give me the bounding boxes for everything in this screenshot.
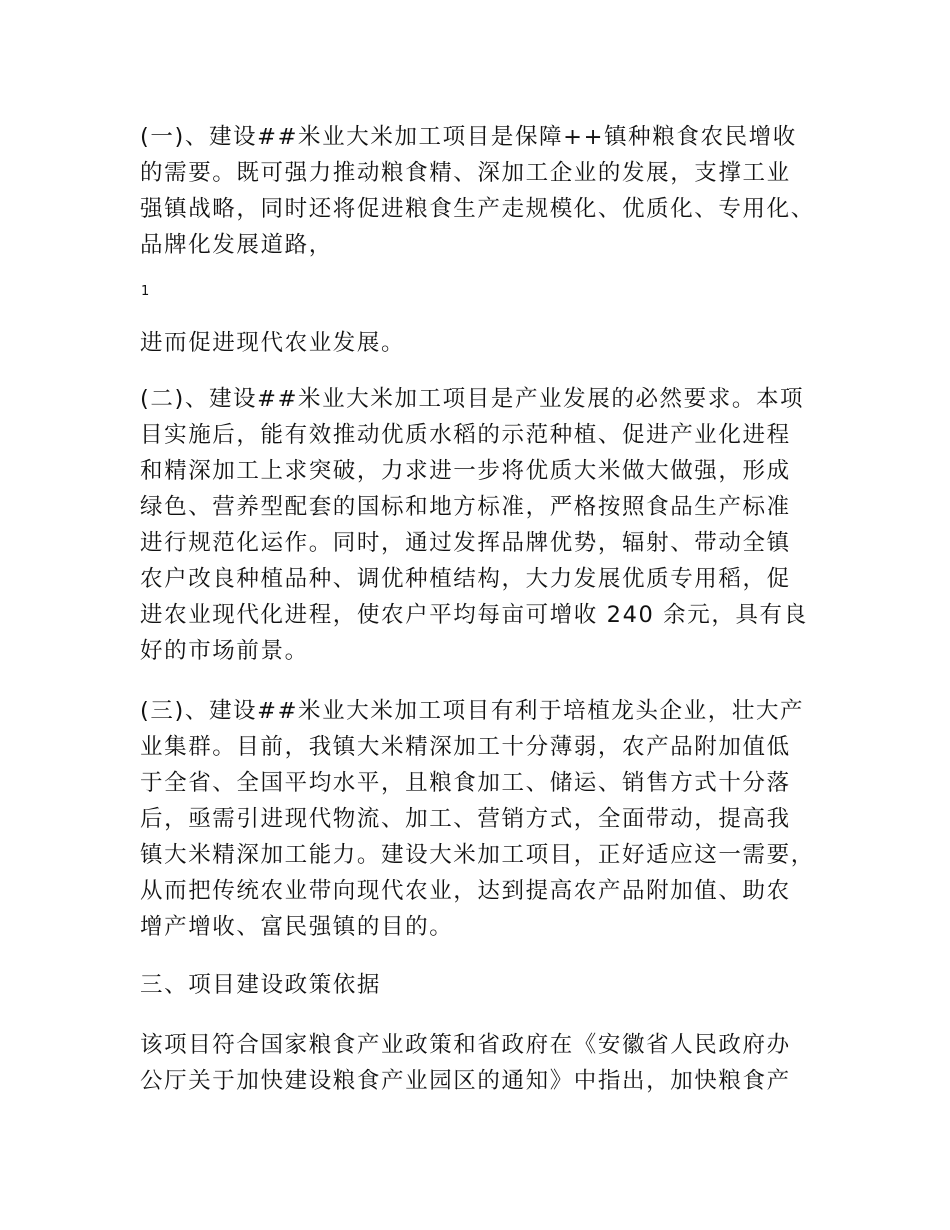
paragraph-1-line-4: 品牌化发展道路， xyxy=(140,232,333,258)
paragraph-2-line-7: 进农业现代化进程，使农户平均每亩可增收 240 余元，具有良 xyxy=(140,602,808,628)
paragraph-2-line-1: (二)、建设##米业大米加工项目是产业发展的必然要求。本项 xyxy=(140,386,805,412)
paragraph-4-line-2: 公厅关于加快建设粮食产业园区的通知》中指出，加快粮食产 xyxy=(140,1068,791,1094)
paragraph-3-line-6: 从而把传统农业带向现代农业，达到提高农产品附加值、助农 xyxy=(140,878,791,904)
paragraph-3-line-1: (三)、建设##米业大米加工项目有利于培植龙头企业，壮大产 xyxy=(140,698,805,724)
paragraph-2-line-4: 绿色、营养型配套的国标和地方标准，严格按照食品生产标准 xyxy=(140,494,791,520)
paragraph-3-line-7: 增产增收、富民强镇的目的。 xyxy=(140,914,454,940)
paragraph-1-line-3: 强镇战略，同时还将促进粮食生产走规模化、优质化、专用化、 xyxy=(140,196,815,222)
paragraph-2-line-5: 进行规范化运作。同时，通过发挥品牌优势，辐射、带动全镇 xyxy=(140,530,791,556)
paragraph-2-line-8: 好的市场前景。 xyxy=(140,638,309,664)
paragraph-3-line-2: 业集群。目前，我镇大米精深加工十分薄弱，农产品附加值低 xyxy=(140,734,791,760)
section-heading: 三、项目建设政策依据 xyxy=(140,972,382,998)
paragraph-3-line-3: 于全省、全国平均水平，且粮食加工、储运、销售方式十分落 xyxy=(140,770,791,796)
paragraph-1-line-1: (一)、建设##米业大米加工项目是保障++镇种粮食农民增收 xyxy=(140,124,797,150)
paragraph-2-line-6: 农户改良种植品种、调优种植结构，大力发展优质专用稻，促 xyxy=(140,566,791,592)
paragraph-3-line-5: 镇大米精深加工能力。建设大米加工项目，正好适应这一需要， xyxy=(140,842,815,868)
paragraph-1-line-2: 的需要。既可强力推动粮食精、深加工企业的发展，支撑工业 xyxy=(140,160,791,186)
paragraph-3-line-4: 后，亟需引进现代物流、加工、营销方式，全面带动，提高我 xyxy=(140,806,791,832)
paragraph-2-line-3: 和精深加工上求突破，力求进一步将优质大米做大做强，形成 xyxy=(140,458,791,484)
page-number: 1 xyxy=(141,284,150,299)
paragraph-4-line-1: 该项目符合国家粮食产业政策和省政府在《安徽省人民政府办 xyxy=(140,1032,791,1058)
paragraph-1-continuation: 进而促进现代农业发展。 xyxy=(140,330,406,356)
paragraph-2-line-2: 目实施后，能有效推动优质水稻的示范种植、促进产业化进程 xyxy=(140,422,791,448)
